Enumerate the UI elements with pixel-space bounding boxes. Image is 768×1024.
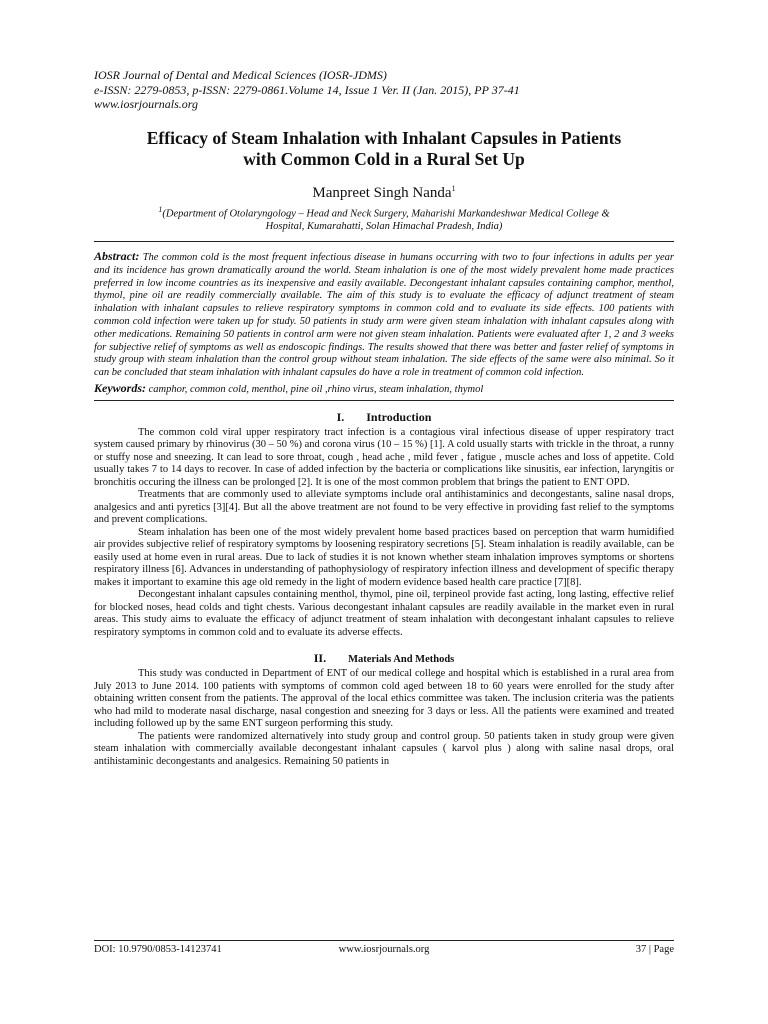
author <box>94 180 674 202</box>
author-superscript: 1 <box>451 183 456 193</box>
footer-page-number: 37 | Page <box>635 944 674 955</box>
footer-doi: DOI: 10.9790/0853-14123741 <box>94 944 222 955</box>
intro-paragraph-1: The common cold viral upper respiratory tract infection is a contagious viral infectious disease of upper respiratory tract system caused primary by rhinovirus (30 – 50 %) and corona virus (10 – 15 %) [1]. A cold usually starts with trickle in the throat, a runny or stuffy nose and sneezing. It can lead to sore throat, cough , head ache , mild fever , fatigue , muscle aches and loss of appetite. Cold usually takes 7 to 14 days to recover. In case of added infection by the bacteria or complications like sinusitis, ear infection, laryngitis or bronchitis occuring the illness can be prolonged [2]. It is one of the most common problem that brings the patient to ENT OPD. <box>94 426 674 488</box>
affiliation: $^1$(Department of Otolaryngology – Head and Neck Surgery, Maharishi Markandeshwar Medical College & Hospital, Kumarahatti, Solan Himachal Pradesh, India) <box>158 204 610 232</box>
intro-paragraph-4: Decongestant inhalant capsules containing menthol, thymol, pine oil, terpineol provide fast acting, long lasting, effective relief for blocked noses, head colds and tight chests. Various decongestant inhalant capsules are readily available in the market even in rural areas. This study aims to evaluate the efficacy of adjunct treatment of steam inhalation with decongestant inhalant capsules to relieve respiratory symptoms in common cold and to evaluate its adverse effects. <box>94 589 674 638</box>
paper-title: Efficacy of Steam Inhalation with Inhalant Capsules in Patients with Common Cold in a Rural Set Up <box>146 127 622 169</box>
abstract-label: Abstract: <box>94 249 140 263</box>
paper-page <box>94 68 674 768</box>
affiliation-superscript: 1 <box>158 204 163 214</box>
journal-name: IOSR Journal of Dental and Medical Sciences (IOSR-JDMS) <box>94 68 387 82</box>
journal-issn: e-ISSN: 2279-0853, p-ISSN: 2279-0861.Volume 14, Issue 1 Ver. II (Jan. 2015), PP 37-41 <box>94 82 520 97</box>
footer-site: www.iosrjournals.org <box>338 944 430 955</box>
abstract <box>94 250 674 380</box>
intro-paragraph-3: Steam inhalation has been one of the most widely prevalent home based practices based on perception that warm humidified air provides subjective relief of respiratory symptoms by loosening respiratory secretions [5]. Steam inhalation is readily available, can be easily used at home even in rural areas. Due to lack of studies it is not known whether steam inhalation improves symptoms or shortens respiratory illness [6]. Advances in understanding of pathophysiology of respiratory infection illness and development of specific therapy makes it important to examine this age old remedy in the light of modern evidence based health care practice [7][8]. <box>94 526 674 588</box>
keywords <box>94 382 674 396</box>
section-heading-methods: II. Materials And Methods <box>313 651 455 666</box>
intro-paragraph-2: Treatments that are commonly used to alleviate symptoms include oral antihistaminics and decongestants, saline nasal drops, analgesics and anti pyretics [3][4]. But all the above treatment are not found to be very effective in providing fast relief to the symptoms and prevent complications. <box>94 489 674 526</box>
section-heading-introduction: I. Introduction <box>336 409 432 424</box>
page-footer <box>94 940 674 955</box>
methods-paragraph-1: This study was conducted in Department of ENT of our medical college and hospital which is established in a rural area from July 2013 to June 2014. 100 patients with symptoms of common cold aged between 18 to 60 years were enrolled for the study after obtaining written consent from the patients. The approval of the local ethics committee was taken. The inclusion criteria was the patients who had mild to moderate nasal discharge, nasal congestion and sneezing for 3 days or less. All the patients were examined and treated including followed up by the same ENT surgeon performing this study. <box>94 668 674 730</box>
journal-url: www.iosrjournals.org <box>94 97 199 111</box>
journal-header <box>94 68 674 112</box>
author-name: Manpreet Singh Nanda <box>312 184 452 201</box>
header-rule <box>94 241 674 242</box>
methods-paragraph-2: The patients were randomized alternatively into study group and control group. 50 patients taken in study group were given steam inhalation with commercially available decongestant inhalant capsules ( karvol plus ) along with saline nasal drops, oral antihistaminic decongestants and analgesics. Remaining 50 patients in <box>94 730 674 767</box>
abstract-text: The common cold is the most frequent infectious disease in humans occurring with two to four infections in adults per year and its incidence has grown dramatically around the world. Steam inhalation is one of the most widely prevalent home made practices preferred in low income countries as its inexpensive and easily available. Decongestant inhalant capsules containing camphor, menthol, thymol, pine oil are readily commercially available. The aim of this study is to evaluate the efficacy of adjunct treatment of steam inhalation with inhalant capsules to relieve respiratory symptoms in common cold and to evaluate its side effects. 100 patients with common cold infection were taken up for study. 50 patients in study arm were given steam inhalation with inhalant capsules along with other medications. Remaining 50 patients in control arm were not given steam inhalation. Patients were evaluated after 1, 2 and 3 weeks for subjective relief of symptoms as well as endoscopic findings. The results showed that there was better and faster relief of symptoms in study group with steam inhalation than the control group without steam inhalation. The side effects of the same were also minimal. So it can be concluded that steam inhalation with inhalant capsules do have a role in treatment of common cold infection. <box>94 252 675 379</box>
abstract-rule <box>94 400 674 401</box>
keywords-text: camphor, common cold, menthol, pine oil ,rhino virus, steam inhalation, thymol <box>148 383 484 395</box>
keywords-label: Keywords: <box>94 380 146 395</box>
